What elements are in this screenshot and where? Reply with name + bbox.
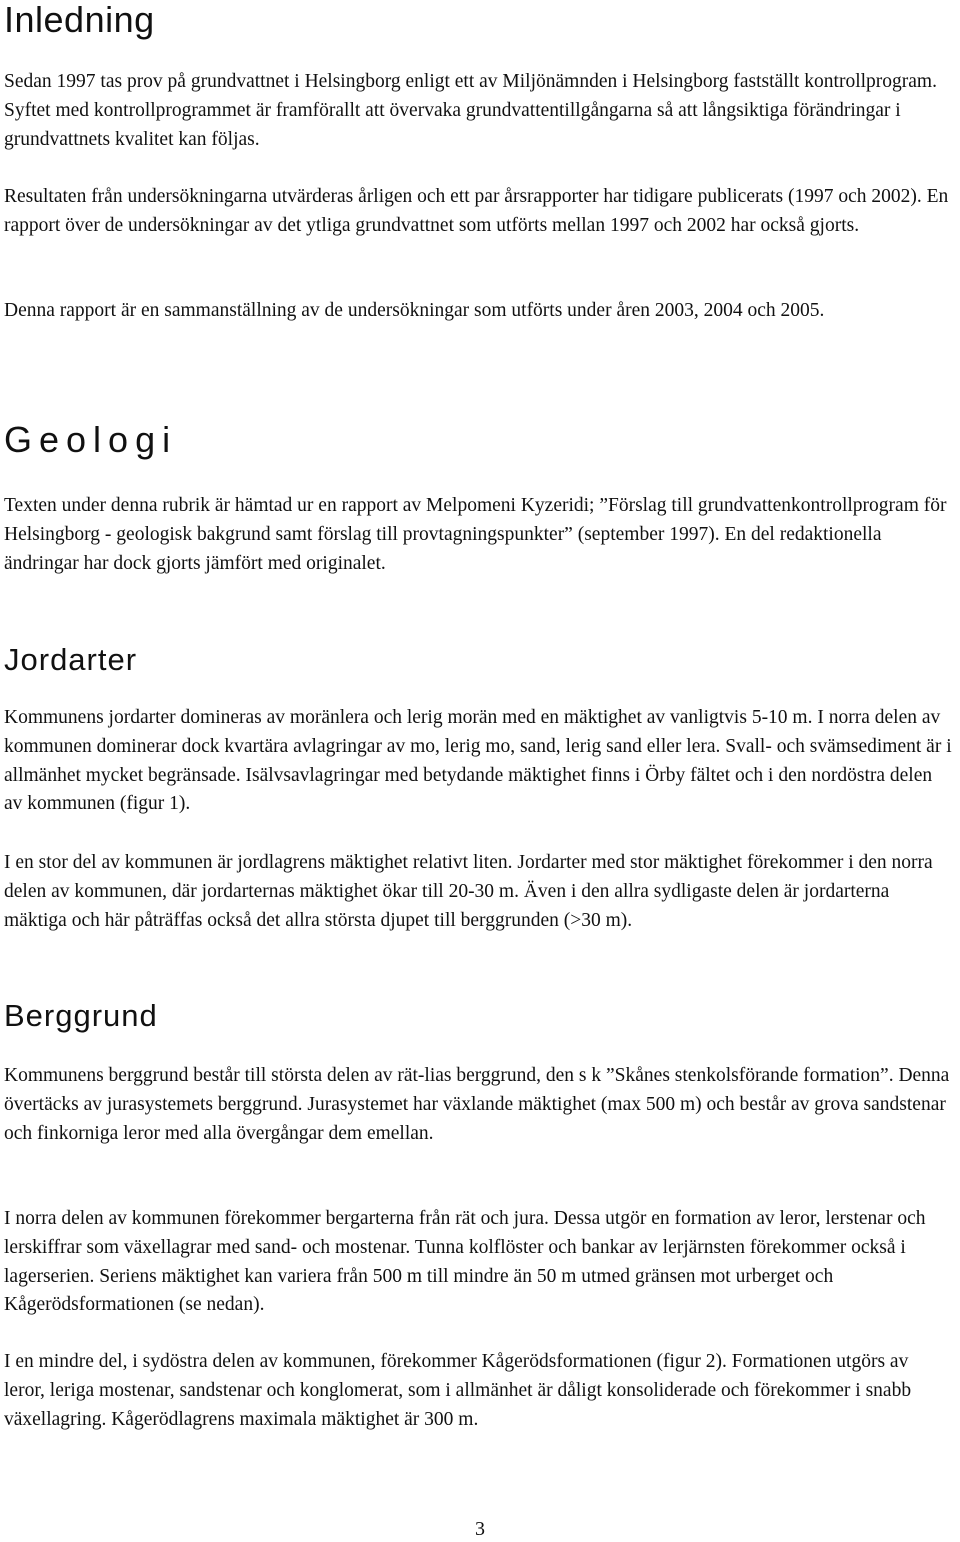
- paragraph-inledning-2: Resultaten från undersökningarna utvärderas årligen och ett par årsrapporter har tidigare publicerats (1997 och 2002). En rapport över de undersökningar av det ytliga grundvattnet som utförts mellan 1997 och 2002 har också gjorts.: [4, 186, 949, 236]
- paragraph-geologi-1: Texten under denna rubrik är hämtad ur en rapport av Melpomeni Kyzeridi; ”Förslag till grundvattenkontrollprogram för Helsingborg - geologisk bakgrund samt förslag till provtagningspunkter” (september 1997). En del redaktionella ändringar har dock gjorts jämfört med originalet.: [4, 495, 947, 574]
- paragraph-inledning-1: Sedan 1997 tas prov på grundvattnet i Helsingborg enligt ett av Miljönämnden i Helsingborg fastställt kontrollprogram. Syftet med kontrollprogrammet är framförallt att övervaka grundvattentillgångarna så att långsiktiga förändringar i grundvattnets kvalitet kan följas.: [4, 71, 937, 150]
- heading-jordarter: Jordarter: [4, 642, 138, 677]
- heading-inledning: Inledning: [4, 0, 155, 40]
- page-number: 3: [475, 1518, 485, 1540]
- paragraph-berggrund-3: I en mindre del, i sydöstra delen av kommunen, förekommer Kågerödsformationen (figur 2). Formationen utgörs av leror, leriga mostenar, sandstenar och konglomerat, som i allmänhet är dåligt konsoliderade och förekommer i snabb växellagring. Kågerödlagrens maximala mäktighet är 300 m.: [4, 1351, 912, 1430]
- paragraph-inledning-3: Denna rapport är en sammanställning av de undersökningar som utförts under åren 2003, 2004 och 2005.: [4, 300, 825, 321]
- paragraph-berggrund-2: I norra delen av kommunen förekommer bergarterna från rät och jura. Dessa utgör en formation av leror, lerstenar och lerskiffrar som växellagrar med sand- och mostenar. Tunna kolflöster och bankar av lerjärnsten förekommer också i lagerserien. Seriens mäktighet kan variera från 500 m till mindre än 50 m utmed gränsen mot urberget och Kågerödsformationen (se nedan).: [4, 1208, 926, 1316]
- heading-geologi: Geologi: [4, 419, 178, 460]
- paragraph-berggrund-1: Kommunens berggrund består till största delen av rät-lias berggrund, den s k ”Skånes stenkolsförande formation”. Denna övertäcks av jurasystemets berggrund. Jurasystemet har växlande mäktighet (max 500 m) och består av grova sandstenar och finkorniga leror med alla övergångar dem emellan.: [4, 1065, 950, 1144]
- heading-berggrund: Berggrund: [4, 998, 158, 1033]
- paragraph-jordarter-1: Kommunens jordarter domineras av moränlera och lerig morän med en mäktighet av vanligtvis 5-10 m. I norra delen av kommunen dominerar dock kvartära avlagringar av mo, lerig mo, sand, lerig sand eller lera. Svall- och svämsediment är i allmänhet mycket begränsade. Isälvsavlagringar med betydande mäktighet finns i Örby fältet och i den nordöstra delen av kommunen (figur 1).: [4, 707, 952, 815]
- paragraph-jordarter-2: I en stor del av kommunen är jordlagrens mäktighet relativt liten. Jordarter med stor mäktighet förekommer i den norra delen av kommunen, där jordarternas mäktighet ökar till 20-30 m. Även i den allra sydligaste delen är jordarterna mäktiga och här påträffas också det allra största djupet till berggrunden (>30 m).: [4, 852, 933, 931]
